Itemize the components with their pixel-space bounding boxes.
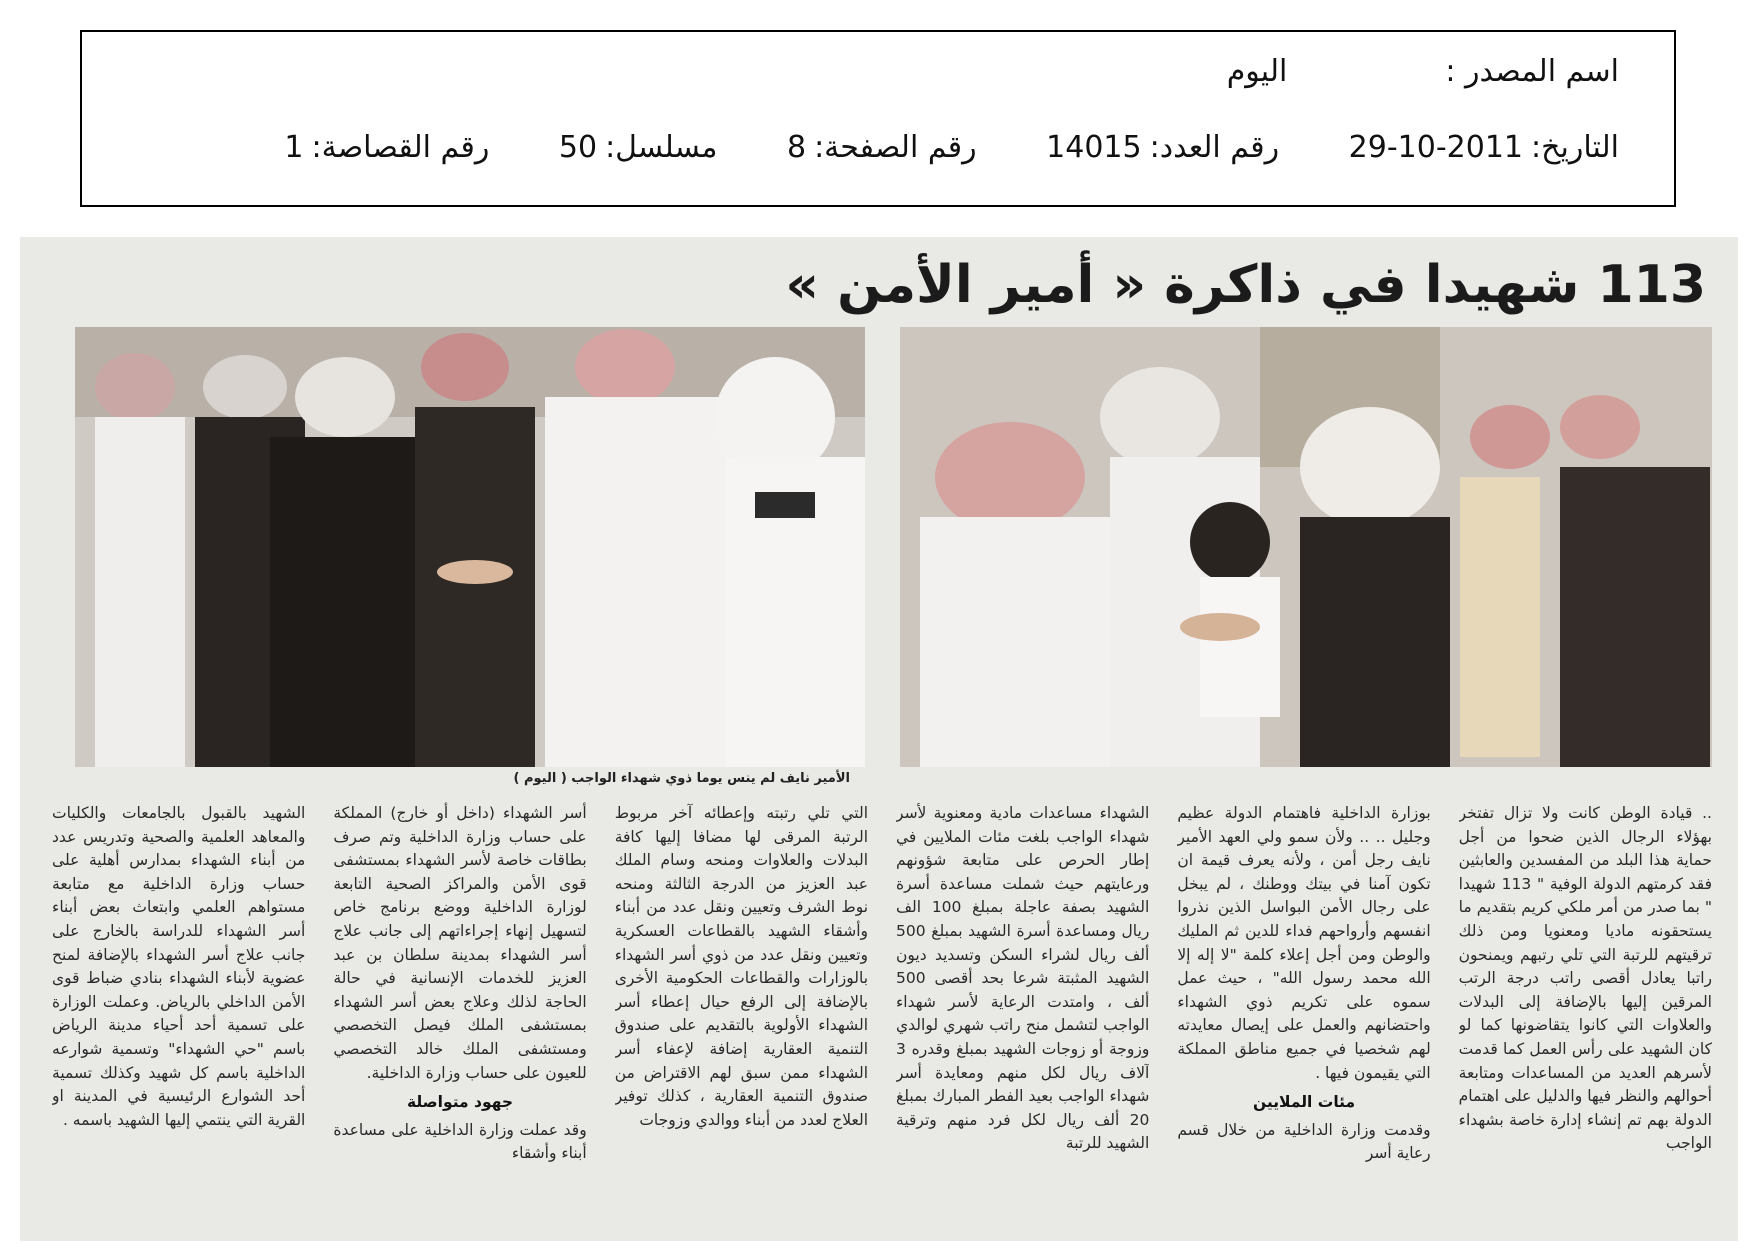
column-3-text: الشهداء مساعدات مادية ومعنوية لأسر شهداء الواجب بلغت مئات الملايين في إطار الحرص على متابعة شؤونهم ورعايتهم حيث شملت مساعدة أسرة الشهيد بصفة عاجلة بمبلغ 100 الف ريال ومساعدة أسرة الشهيد بمبلغ 500 ألف ريال لشراء السكن وتسديد ديون الشهيد المثبتة شرعا بحد أقصى 500 ألف ، وامتدت الرعاية لأسر شهداء الواجب لتشمل منح راتب شهري لوالدي وزوجة أو زوجات الشهيد بمبلغ وقدره 3 آلاف ريال لكل منهم ومعايدة أسر شهداء الواجب بعيد الفطر المبارك بمبلغ 20 ألف ريال لكل فرد منهم وترقية الشهيد للرتبة: [896, 804, 1150, 1153]
source-field: [1437, 54, 1619, 89]
article-body: [52, 802, 1712, 1232]
source-info-box: [80, 30, 1676, 207]
article-column-1: [1459, 802, 1712, 1232]
article-column-5: [333, 802, 586, 1232]
column-5-end-text: وقد عملت وزارة الداخلية على مساعدة أبناء وأشقاء: [333, 1120, 587, 1163]
issue-label: رقم العدد:: [1149, 130, 1280, 165]
page-field: [787, 130, 977, 165]
date-field: [1349, 130, 1619, 165]
source-label: اسم المصدر :: [1445, 54, 1619, 89]
article-column-3: [896, 802, 1149, 1232]
issue-field: [1046, 130, 1279, 165]
date-label: التاريخ:: [1531, 130, 1619, 165]
clip-label: رقم القصاصة:: [311, 130, 490, 165]
clip-field: [284, 130, 489, 165]
newspaper-clipping: [20, 237, 1738, 1241]
column-5-text: أسر الشهداء (داخل أو خارج) المملكة على حساب وزارة الداخلية وتم صرف بطاقات خاصة لأسر الشهداء بمستشفى قوى الأمن والمراكز الصحية التابعة لوزارة الداخلية ووضع برنامج خاص لتسهيل إنهاء إجراءاتهم إلى جانب علاج أسر الشهداء بمدينة سلطان بن عبد العزيز للخدمات الإنسانية في حالة الحاجة لذلك وعلاج بعض أسر الشهداء بمستشفى الملك فيصل التخصصي ومستشفى الملك خالد التخصصي للعيون على حساب وزارة الداخلية.: [333, 804, 587, 1082]
article-column-2: [1177, 802, 1430, 1232]
clip-value: 1: [284, 130, 304, 165]
article-column-6: [52, 802, 305, 1232]
column-4-text: التي تلي رتبته وإعطائه آخر مربوط الرتبة المرقى لها مضافا إليها كافة البدلات والعلاوات ومنحه وسام الملك عبد العزيز من الدرجة الثالثة ومنحه نوط الشرف وتعيين ونقل عدد من أبناء وأشقاء الشهيد بالقطاعات العسكرية وتعيين ونقل عدد من ذوي أسر الشهداء بالوزارات والقطاعات الحكومية الأخرى بالإضافة إلى الرفع حيال إعطاء أسر الشهداء الأولوية بالتقديم على صندوق التنمية العقارية إضافة لإعفاء أسر الشهداء ممن سبق لهم الاقتراض من صندوق التنمية العقارية ، كذلك توفير العلاج لعدد من أبناء ووالدي وزوجات: [614, 804, 869, 1129]
article-headline: 113 شهيدا في ذاكرة « أمير الأمن »: [785, 255, 1706, 315]
subheading-continuous-efforts: جهود متواصلة: [406, 1093, 514, 1112]
photo-right-illustration: [900, 327, 1712, 767]
source-line: [1227, 54, 1619, 89]
page-label: رقم الصفحة:: [814, 130, 977, 165]
subheading-hundreds-of-millions: مئات الملايين: [1252, 1093, 1356, 1112]
article-photo-right: [900, 327, 1712, 767]
column-2-end-text: وقدمت وزارة الداخلية من خلال قسم رعاية أسر: [1177, 1120, 1431, 1163]
date-value: 29-10-2011: [1348, 130, 1524, 165]
serial-field: [559, 130, 718, 165]
column-1-text: .. قيادة الوطن كانت ولا تزال تفتخر بهؤلاء الرجال الذين ضحوا من أجل حماية هذا البلد من المفسدين والعابثين فقد كرمتهم الدولة الوفية " 113 شهيدا " بما صدر من أمر ملكي كريم بتقديم ما يستحقونه ماديا ومعنويا ومن ذلك ترقيتهم للرتبة التي تلي رتبهم ويمنحون راتبا يعادل أقصى راتب درجة الرتب المرقين إليها بالإضافة إلى البدلات والعلاوات التي كانوا يتقاضونها كما لو كان الشهيد على رأس العمل كما قدمت لأسرهم العديد من المساعدات ومتابعة أحوالهم والنظر فيها والدليل على اهتمام الدولة بهم تم إنشاء إدارة خاصة بشهداء الواجب: [1458, 804, 1712, 1153]
issue-value: 14015: [1046, 130, 1142, 165]
column-6-text: الشهيد بالقبول بالجامعات والكليات والمعاهد العلمية والصحية وتدريس عدد من أبناء الشهداء بمدارس أهلية على حساب وزارة الداخلية مع متابعة مستواهم العلمي وابتعاث بعض أبناء أسر الشهداء للدراسة بالخارج على جانب علاج أسر الشهداء بالإضافة لمنح عضوية لأبناء الشهداء بنادي ضباط قوى الأمن الداخلي بالرياض. وعملت الوزارة على تسمية أحد أحياء مدينة الرياض باسم "حي الشهداء" وتسمية شوارعه الداخلية باسم كل شهيد وكذلك تسمية أحد الشوارع الرئيسية في المدينة او القرية التي ينتمي إليها الشهيد باسمه .: [52, 804, 306, 1129]
column-2-text: بوزارة الداخلية فاهتمام الدولة عظيم وجليل .. .. ولأن سمو ولي العهد الأمير نايف رجل أمن ، ولأنه يعرف قيمة ان تكون آمنا في بيتك ووطنك ، لم يبخل على رجال الأمن البواسل الذين نذروا انفسهم وأرواحهم فداء للدين ثم المليك والوطن ومن أجل إعلاء كلمة "لا إله إلا الله محمد رسول الله" ، حيث عمل سموه على تكريم ذوي الشهداء واحتضانهم والعمل على إيصال معايدته لهم شخصيا في جميع مناطق المملكة التي يقيمون فيها .: [1177, 804, 1431, 1082]
article-column-4: [615, 802, 868, 1232]
page-value: 8: [786, 130, 807, 165]
photo-caption: الأمير نايف لم ينس يوما ذوي شهداء الواجب ( اليوم ): [513, 771, 850, 786]
article-photo-left: [75, 327, 865, 767]
serial-value: 50: [558, 130, 598, 165]
serial-label: مسلسل:: [605, 130, 718, 165]
source-value: اليوم: [1226, 54, 1288, 89]
photo-left-illustration: [75, 327, 865, 767]
details-line: [284, 130, 1619, 165]
